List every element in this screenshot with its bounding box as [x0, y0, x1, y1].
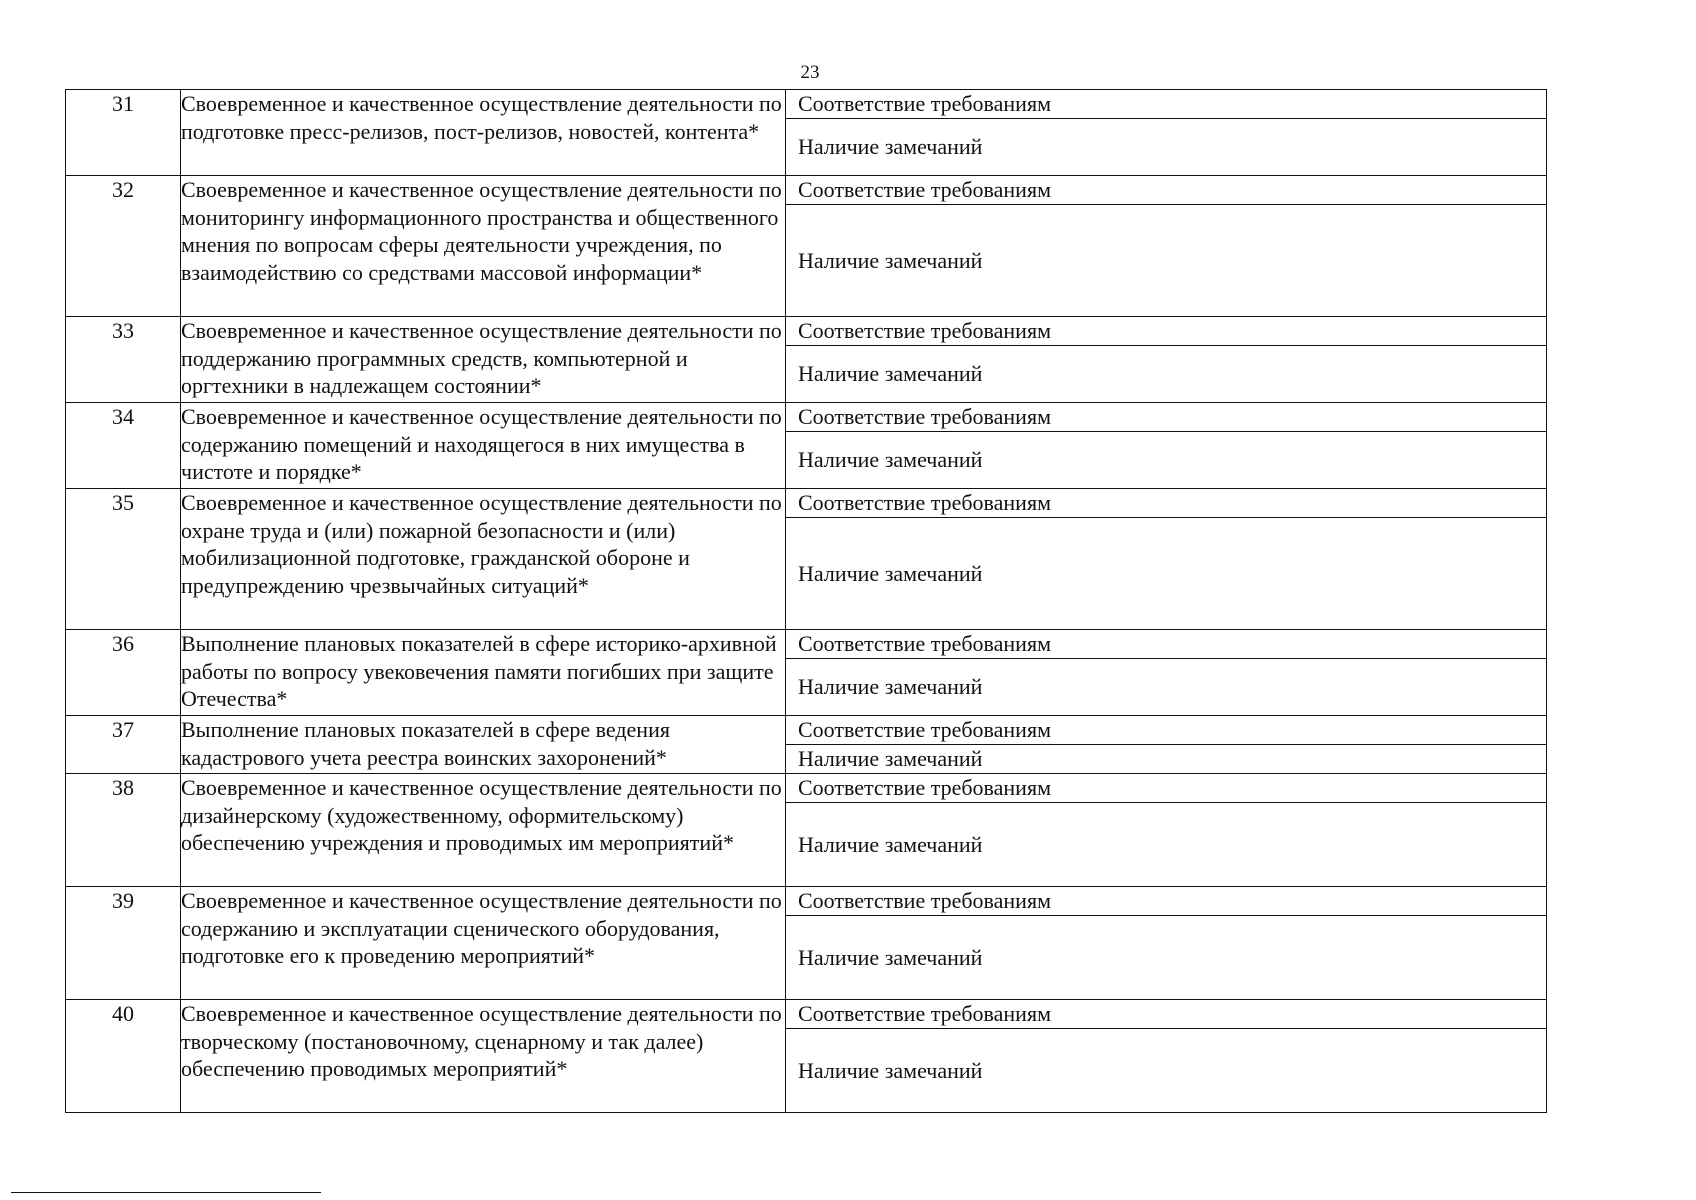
- evaluation-cell: [786, 630, 1547, 716]
- row-number: 37: [66, 716, 181, 774]
- evaluation-compliance: Соответствие требованиям: [786, 887, 1546, 916]
- table-row: [66, 716, 1547, 774]
- evaluation-compliance: Соответствие требованиям: [786, 90, 1546, 119]
- evaluation-compliance: Соответствие требованиям: [786, 176, 1546, 205]
- row-number: 33: [66, 317, 181, 403]
- criterion-description: Своевременное и качественное осуществление деятельности по подготовке пресс-релизов, пост-релизов, новостей, контента*: [181, 90, 786, 176]
- evaluation-remarks: Наличие замечаний: [798, 831, 983, 857]
- evaluation-remarks: Наличие замечаний: [798, 674, 983, 699]
- evaluation-compliance: Соответствие требованиям: [786, 489, 1546, 518]
- evaluation-cell: [786, 774, 1547, 887]
- criteria-table: [65, 89, 1547, 1113]
- table-row: [66, 176, 1547, 317]
- evaluation-remarks: Наличие замечаний: [798, 247, 983, 273]
- evaluation-cell: [786, 317, 1547, 403]
- table-row: [66, 1000, 1547, 1113]
- criterion-description: Своевременное и качественное осуществление деятельности по охране труда и (или) пожарной безопасности и (или) мобилизационной подготовке, гражданской обороне и предупреждению чрезвычайных ситуаций*: [181, 489, 786, 630]
- row-number: 31: [66, 90, 181, 176]
- evaluation-cell: [786, 716, 1547, 774]
- criteria-table-body: [66, 90, 1547, 1113]
- row-number: 35: [66, 489, 181, 630]
- evaluation-remarks: Наличие замечаний: [798, 134, 983, 159]
- evaluation-compliance: Соответствие требованиям: [786, 317, 1546, 346]
- evaluation-compliance: Соответствие требованиям: [786, 774, 1546, 803]
- table-row: [66, 317, 1547, 403]
- evaluation-cell: [786, 1000, 1547, 1113]
- evaluation-cell: [786, 489, 1547, 630]
- table-row: [66, 90, 1547, 176]
- criterion-description: Выполнение плановых показателей в сфере историко-архивной работы по вопросу увековечения памяти погибших при защите Отечества*: [181, 630, 786, 716]
- row-number: 40: [66, 1000, 181, 1113]
- evaluation-compliance: Соответствие требованиям: [786, 630, 1546, 659]
- table-row: [66, 403, 1547, 489]
- evaluation-cell: [786, 176, 1547, 317]
- criterion-description: Своевременное и качественное осуществление деятельности по содержанию и эксплуатации сценического оборудования, подготовке его к проведению мероприятий*: [181, 887, 786, 1000]
- criterion-description: Выполнение плановых показателей в сфере ведения кадастрового учета реестра воинских захоронений*: [181, 716, 786, 774]
- evaluation-compliance: Соответствие требованиям: [786, 1000, 1546, 1029]
- page-number: 23: [800, 62, 820, 83]
- row-number: 36: [66, 630, 181, 716]
- table-row: [66, 630, 1547, 716]
- evaluation-remarks: Наличие замечаний: [798, 361, 983, 386]
- table-row: [66, 774, 1547, 887]
- evaluation-compliance: Соответствие требованиям: [786, 403, 1546, 432]
- evaluation-compliance: Соответствие требованиям: [786, 716, 1546, 745]
- criterion-description: Своевременное и качественное осуществление деятельности по мониторингу информационного пространства и общественного мнения по вопросам сферы деятельности учреждения, по взаимодействию со средствами массовой информации*: [181, 176, 786, 317]
- row-number: 39: [66, 887, 181, 1000]
- table-row: [66, 887, 1547, 1000]
- table-row: [66, 489, 1547, 630]
- footnote-separator: [11, 1192, 321, 1193]
- evaluation-cell: [786, 887, 1547, 1000]
- criterion-description: Своевременное и качественное осуществление деятельности по содержанию помещений и находящегося в них имущества в чистоте и порядке*: [181, 403, 786, 489]
- criterion-description: Своевременное и качественное осуществление деятельности по дизайнерскому (художественному, оформительскому) обеспечению учреждения и проводимых им мероприятий*: [181, 774, 786, 887]
- evaluation-remarks: Наличие замечаний: [798, 746, 983, 771]
- evaluation-remarks: Наличие замечаний: [798, 944, 983, 970]
- evaluation-cell: [786, 90, 1547, 176]
- row-number: 38: [66, 774, 181, 887]
- evaluation-remarks: Наличие замечаний: [798, 560, 983, 586]
- row-number: 32: [66, 176, 181, 317]
- evaluation-cell: [786, 403, 1547, 489]
- row-number: 34: [66, 403, 181, 489]
- criterion-description: Своевременное и качественное осуществление деятельности по поддержанию программных средств, компьютерной и оргтехники в надлежащем состоянии*: [181, 317, 786, 403]
- evaluation-remarks: Наличие замечаний: [798, 447, 983, 472]
- evaluation-remarks: Наличие замечаний: [798, 1057, 983, 1083]
- criterion-description: Своевременное и качественное осуществление деятельности по творческому (постановочному, сценарному и так далее) обеспечению проводимых мероприятий*: [181, 1000, 786, 1113]
